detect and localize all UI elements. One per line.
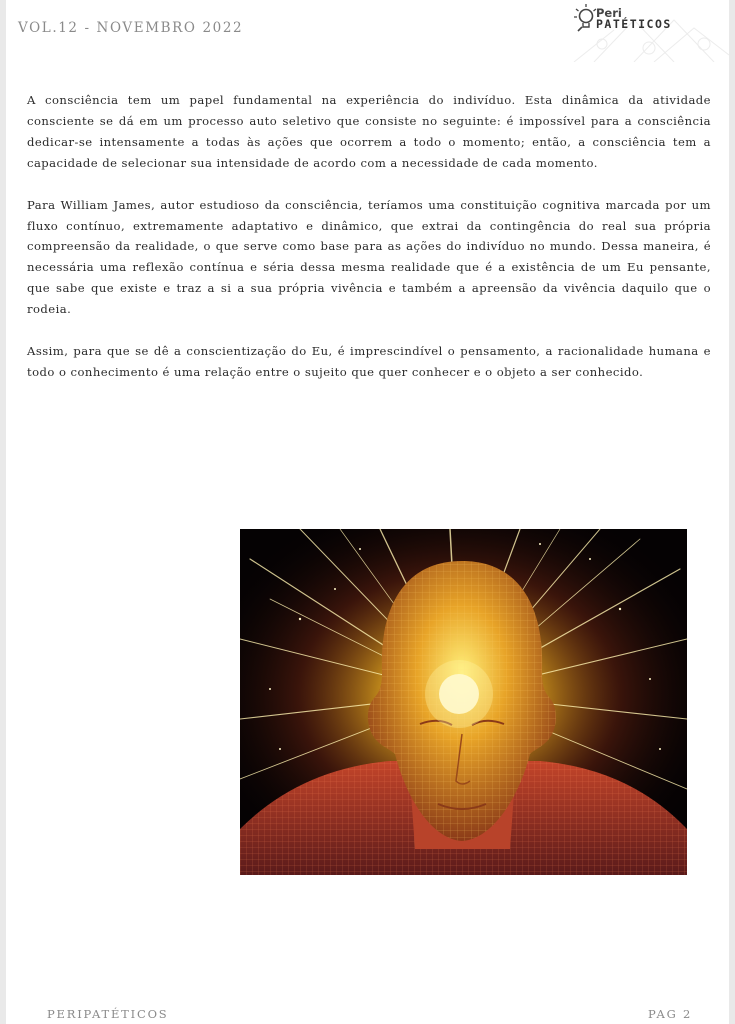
logo-background-pattern — [554, 0, 729, 62]
peripateticos-logo — [554, 0, 729, 62]
article-body — [27, 90, 711, 404]
article-paragraph-2: Para William James, autor estudioso da consciência, teríamos uma constituição cognitiva marcada por um fluxo contínuo, extremamente adaptativo e dinâmico, que extrai da contingência do real sua própria compreensão da realidade, o que serve como base para as ações do indivíduo no mundo. Dessa maneira, é necessária uma reflexão contínua e séria dessa mesma realidade que é a existência de um Eu pensante, que sabe que existe e traz a si a sua própria vivência e também a apreensão da vivência daquilo que o rodeia. — [27, 197, 711, 317]
logo-text-pateticos: PATÉTICOS — [596, 17, 672, 31]
article-paragraph-3: Assim, para que se dê a conscientização do Eu, é imprescindível o pensamento, a racionalidade humana e todo o conhecimento é uma relação entre o sujeito que quer conhecer e o objeto a ser conhecido. — [27, 344, 711, 379]
logo-text-peri: Peri — [596, 6, 622, 20]
consciousness-illustration — [240, 529, 687, 875]
footer-magazine-name: PERIPATÉTICOS — [47, 1007, 169, 1021]
lightbulb-icon — [574, 4, 596, 31]
magazine-page — [6, 0, 729, 1024]
footer-page-number: PAG 2 — [648, 1007, 693, 1021]
glowing-head-image — [240, 529, 687, 875]
volume-date-header: VOL.12 - NOVEMBRO 2022 — [18, 20, 244, 36]
article-paragraph-1: A consciência tem um papel fundamental na experiência do indivíduo. Esta dinâmica da atividade consciente se dá em um processo auto seletivo que consiste no seguinte: é impossível para a consciência dedicar-se intensamente a todas às ações que ocorrem a todo o momento; então, a consciência tem a capacidade de selecionar sua intensidade de acordo com a necessidade de cada momento. — [27, 93, 711, 170]
